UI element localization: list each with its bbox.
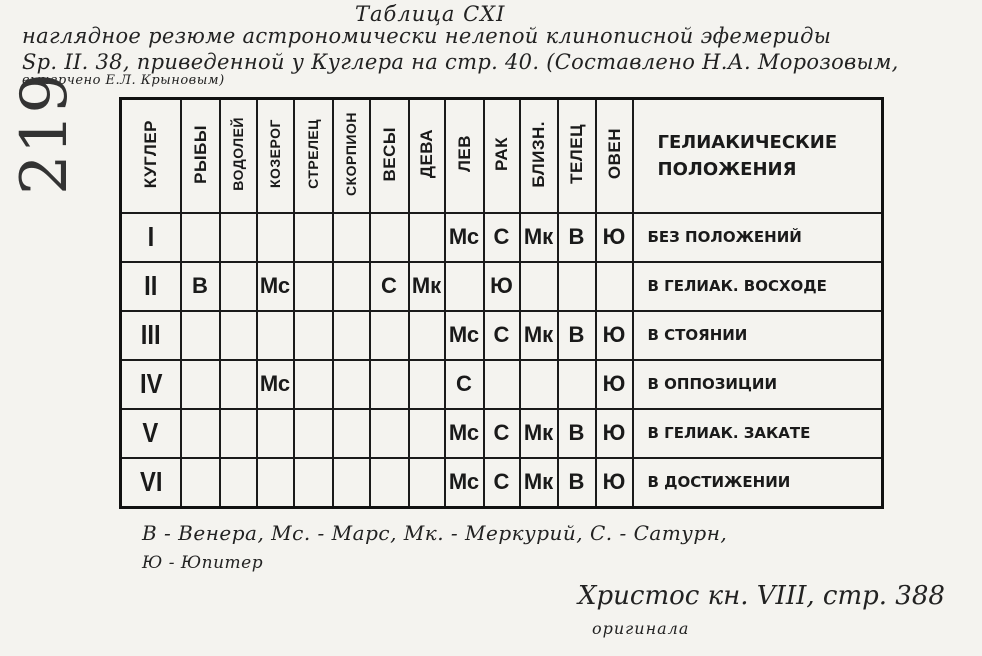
source-reference: Христос кн. VIII, стр. 388 [578,581,945,611]
planet-cell [220,262,257,311]
planet-cell: Ю [596,409,633,458]
table-row [121,262,883,311]
planet-cell: С [445,360,484,409]
description-line-1: наглядное резюме астрономически нелепой клинописной эфемериды [22,24,832,48]
planet-cell [220,409,257,458]
planet-cell [596,262,633,311]
positions-header-line-1: ГЕЛИАКИЧЕСКИЕ [657,132,838,153]
legend-line-2: Ю - Юпитер [142,553,264,573]
planet-cell: В [558,458,596,508]
planet-cell [220,213,257,262]
zodiac-header [409,99,445,214]
zodiac-header [484,99,520,214]
table-row [121,360,883,409]
planet-cell [220,458,257,508]
position-cell: В ОППОЗИЦИИ [633,360,883,409]
planet-cell [181,458,220,508]
planet-cell [333,213,370,262]
planet-cell: Мк [409,262,445,311]
row-label: IV [139,368,162,400]
row-label-cell [121,409,181,458]
planet-cell [370,311,409,360]
zodiac-header [596,99,633,214]
planet-cell [181,311,220,360]
planet-cell [409,409,445,458]
row-label-cell [121,213,181,262]
planet-cell: Ю [596,458,633,508]
planet-cell [370,458,409,508]
planet-cell [294,360,333,409]
table-row [121,213,883,262]
planet-cell [409,213,445,262]
planet-cell: Ю [596,213,633,262]
planet-cell: Мк [520,458,558,508]
planet-cell [294,213,333,262]
positions-header-line-2: ПОЛОЖЕНИЯ [657,159,797,180]
source-reference-note: оригинала [592,619,690,638]
planet-cell [558,360,596,409]
planet-cell: С [484,311,520,360]
planet-cell: В [558,213,596,262]
zodiac-header [445,99,484,214]
planet-cell [257,213,294,262]
corner-label: КУГЛЕР [141,119,161,189]
planet-cell: В [558,311,596,360]
planet-cell [370,409,409,458]
zodiac-header [370,99,409,214]
header-row [121,99,883,214]
planet-cell [409,311,445,360]
zodiac-label: ОВЕН [604,128,624,180]
planet-cell [370,213,409,262]
description-line-3: вычерчено Е.Л. Крыновым) [22,73,225,88]
planet-cell: В [558,409,596,458]
planet-cell: Мк [520,213,558,262]
planet-cell [294,262,333,311]
position-cell: В ДОСТИЖЕНИИ [633,458,883,508]
row-label-cell [121,262,181,311]
planet-cell: С [484,409,520,458]
zodiac-label: СТРЕЛЕЦ [305,119,321,189]
zodiac-label: БЛИЗН. [529,120,548,188]
zodiac-label: СКОРПИОН [343,111,359,196]
zodiac-header [220,99,257,214]
positions-header [633,99,883,214]
row-label-cell [121,458,181,508]
zodiac-label: КОЗЕРОГ [267,119,283,189]
zodiac-label: РЫБЫ [190,124,210,184]
planet-cell [333,360,370,409]
planet-cell: С [484,458,520,508]
row-label: VI [139,466,162,498]
planet-cell [333,458,370,508]
planet-cell: Мк [520,409,558,458]
planet-cell [257,311,294,360]
position-cell: БЕЗ ПОЛОЖЕНИЙ [633,213,883,262]
planet-cell [294,311,333,360]
planet-cell: Мс [445,458,484,508]
planet-cell [484,360,520,409]
zodiac-label: ВЕСЫ [379,126,399,182]
planet-cell: Мк [520,311,558,360]
planet-cell [333,311,370,360]
zodiac-header [181,99,220,214]
planet-cell: С [484,213,520,262]
planet-cell [257,409,294,458]
planet-cell: Ю [484,262,520,311]
planet-cell [333,409,370,458]
row-label: II [144,270,158,302]
zodiac-label: ТЕЛЕЦ [567,124,586,184]
position-cell: В СТОЯНИИ [633,311,883,360]
planet-cell [520,262,558,311]
zodiac-header [257,99,294,214]
zodiac-header [520,99,558,214]
table-body [121,213,883,508]
planet-cell [370,360,409,409]
planet-cell [294,409,333,458]
planet-cell: Ю [596,360,633,409]
planet-cell [220,360,257,409]
planet-cell [520,360,558,409]
zodiac-label: РАК [492,137,511,171]
margin-page-number: 219 [8,72,82,195]
planet-cell [181,213,220,262]
corner-header [121,99,181,214]
ephemeris-table [119,97,884,509]
zodiac-header [294,99,333,214]
description-line-2: Sp. II. 38, приведенной у Куглера на стр. 40. (Составлено Н.А. Морозовым, [22,50,899,74]
zodiac-label: ВОДОЛЕЙ [230,117,246,191]
planet-cell [294,458,333,508]
planet-cell: Мс [257,360,294,409]
table-row [121,409,883,458]
row-label: I [147,221,155,253]
planet-cell: С [370,262,409,311]
planet-cell: Мс [445,213,484,262]
zodiac-header [333,99,370,214]
table-row [121,311,883,360]
position-cell: В ГЕЛИАК. ЗАКАТЕ [633,409,883,458]
planet-cell: Мс [257,262,294,311]
planet-cell [333,262,370,311]
planet-cell [445,262,484,311]
ephemeris-grid [119,97,884,509]
planet-cell [181,360,220,409]
planet-cell [220,311,257,360]
row-label-cell [121,311,181,360]
planet-cell [409,360,445,409]
planet-cell: Мс [445,409,484,458]
planet-cell: Мс [445,311,484,360]
position-cell: В ГЕЛИАК. ВОСХОДЕ [633,262,883,311]
planet-cell: Ю [596,311,633,360]
table-row [121,458,883,508]
legend-line-1: В - Венера, Мс. - Марс, Мк. - Меркурий, С. - Сатурн, [142,521,728,545]
planet-cell [409,458,445,508]
planet-cell [558,262,596,311]
planet-cell [181,409,220,458]
zodiac-label: ЛЕВ [454,135,474,173]
row-label: V [142,417,159,449]
row-label-cell [121,360,181,409]
planet-cell [257,458,294,508]
table-caption: Таблица CXI [355,2,506,26]
row-label: III [140,319,161,351]
zodiac-header [558,99,596,214]
planet-cell: В [181,262,220,311]
zodiac-label: ДЕВА [417,129,436,179]
